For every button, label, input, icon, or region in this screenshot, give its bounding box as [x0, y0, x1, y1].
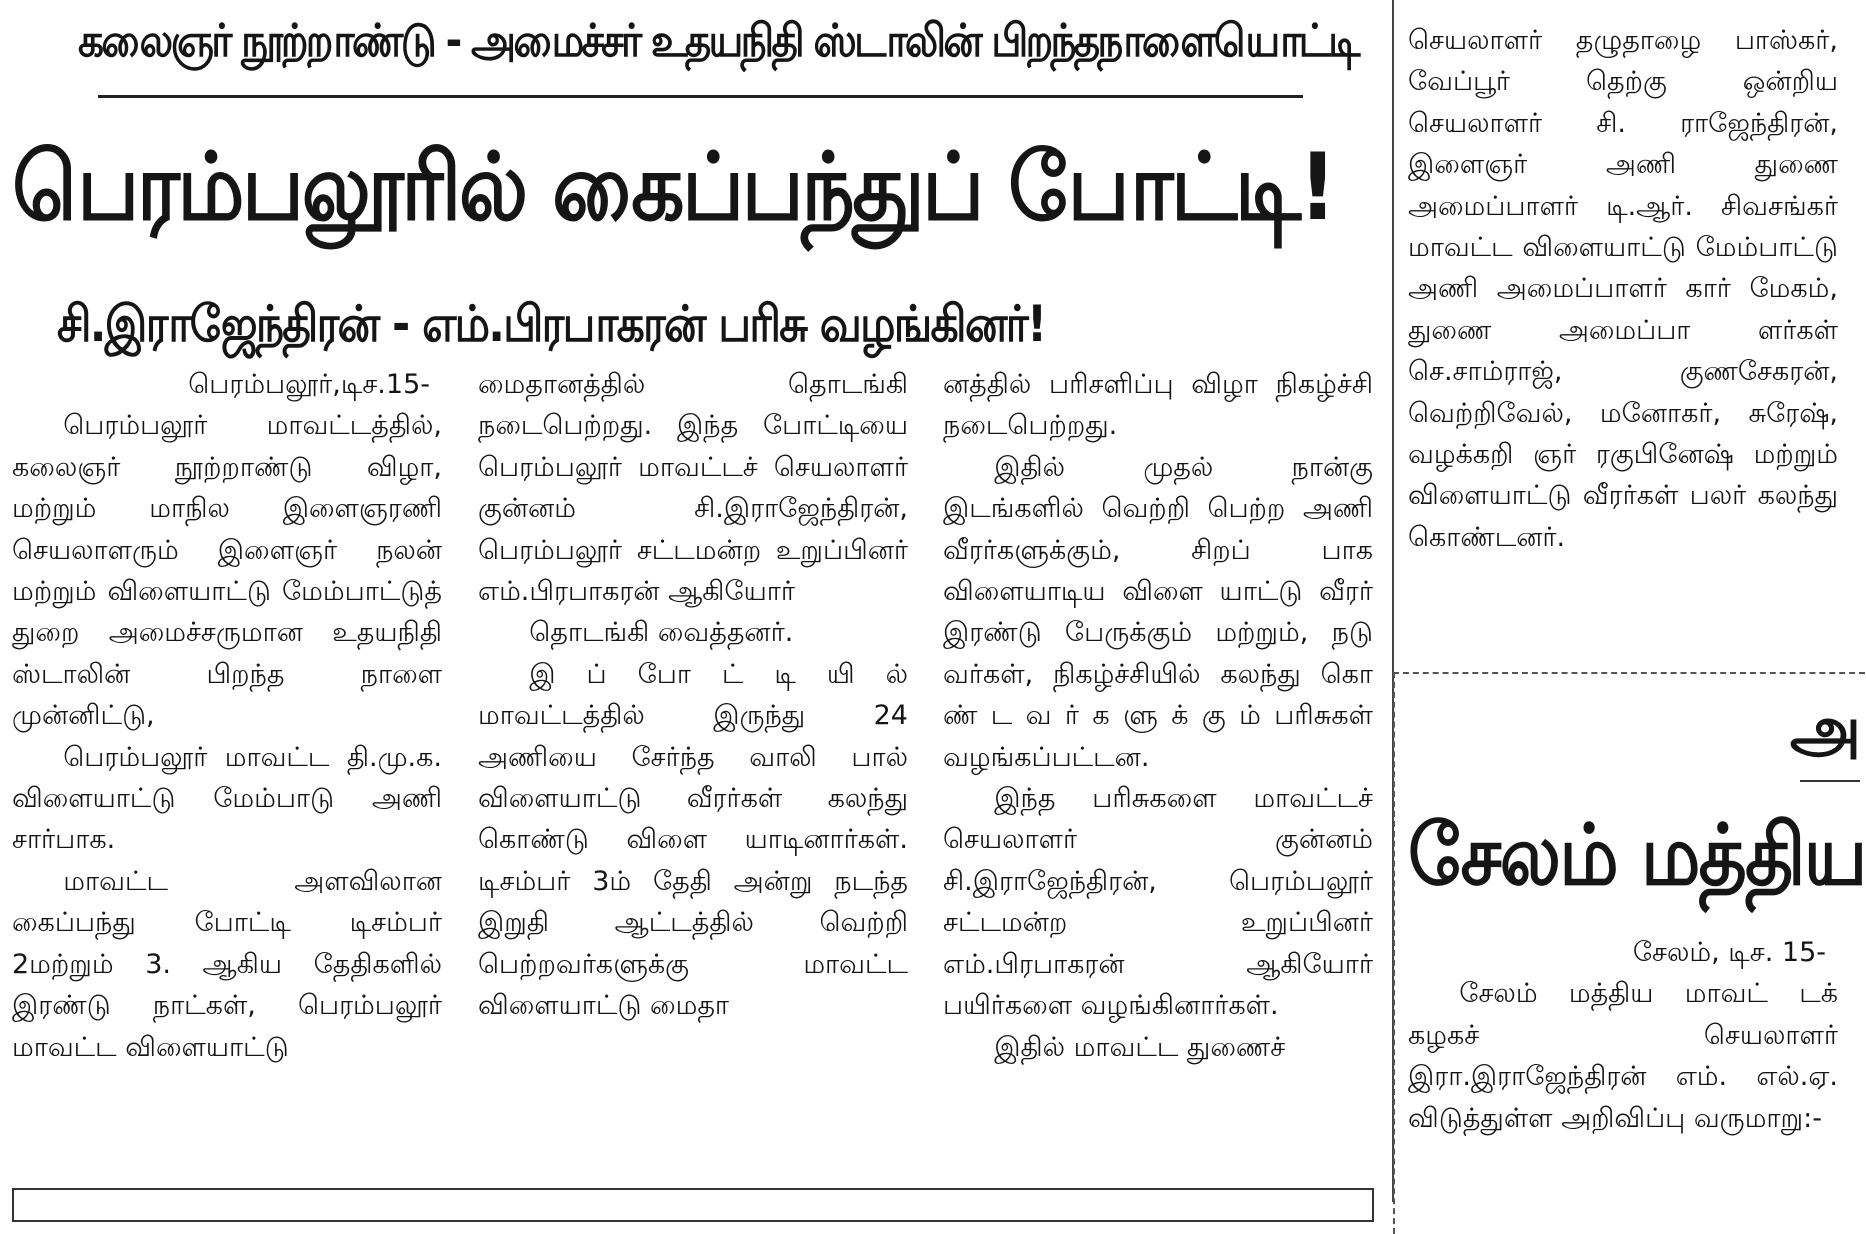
article-column-1: [12, 364, 442, 1068]
article-column-2: [478, 364, 908, 1027]
article-paragraph: இதில் முதல் நான்கு இடங்களில் வெற்றி பெற்ற அணி வீரர்களுக்கும், சிறப் பாக விளையாடிய விளை யாட்டு வீரர் இரண்டு பேருக்கும் மற்றும், நடு வர்கள், நிகழ்ச்சியில் கலந்து கொ ண் ட வ ர் க ளு க் கு ம் பரிசுகள் வழங்கப்பட்டன.: [943, 451, 1373, 773]
article-paragraph: மாவட்ட அளவிலான கைப்பந்து போட்டி டிசம்பர் 2மற்றும் 3. ஆகிய தேதிகளில் இரண்டு நாட்கள், பெரம்பலூர் மாவட்ட விளையாட்டு: [12, 865, 442, 1063]
kicker-rule: [98, 95, 1303, 98]
article-paragraph: இ ப் போ ட் டி யி ல் மாவட்டத்தில் இருந்து 24 அணியை சேர்ந்த வாலி பால் விளையாட்டு வீரர்கள் கலந்து கொண்டு விளை யாடினார்கள். டிசம்பர் 3ம் தேதி அன்று நடந்த இறுதி ஆட்டத்தில் வெற்றி பெற்றவர்களுக்கு மாவட்ட விளையாட்டு மைதா: [478, 658, 908, 1022]
article-paragraph: இந்த பரிசுகளை மாவட்டச் செயலாளர் குன்னம் சி.இராஜேந்திரன், பெரம்பலூர் சட்டமன்ற உறுப்பினர் எம்.பிரபாகரன் ஆகியோர் பயிர்களை வழங்கினார்கள்.: [943, 783, 1373, 1022]
article-column-3: [943, 364, 1373, 1068]
second-article-headline: சேலம் மத்திய: [1408, 806, 1866, 904]
article-column-4: [1408, 20, 1838, 558]
second-article-paragraph: சேலம் மத்திய மாவட் டக் கழகச் செயலாளர் இரா.இராஜேந்திரன் எம். எல்.ஏ. விடுத்துள்ள அறிவிப்பு வருமாறு:-: [1408, 978, 1838, 1134]
article-kicker: கலைஞர் நூற்றாண்டு - அமைச்சர் உதயநிதி ஸ்டாலின் பிறந்தநாளையொட்டி: [78, 14, 1358, 67]
second-article-partial-heading: அ: [1790, 693, 1862, 767]
article-paragraph: னத்தில் பரிசளிப்பு விழா நிகழ்ச்சி நடைபெற்றது.: [943, 369, 1373, 442]
article-paragraph: செயலாளர் தழுதாழை பாஸ்கர், வேப்பூர் தெற்கு ஒன்றிய செயலாளர் சி. ராஜேந்திரன், இளைஞர் அணி துணை அமைப்பாளர் டி.ஆர். சிவசங்கர் மாவட்ட விளையாட்டு மேம்பாட்டு அணி அமைப்பாளர் கார் மேகம், துணை அமைப்பா ளர்கள் செ.சாம்ராஜ், குணசேகரன், வெற்றிவேல், மனோகர், சுரேஷ், வழக்கறி ஞர் ரகுபினேஷ் மற்றும் விளையாட்டு வீரர்கள் பலர் கலந்து கொண்டனர்.: [1408, 25, 1838, 553]
bottom-box: [12, 1188, 1374, 1222]
second-article-dateline: சேலம், டிச. 15-: [1632, 937, 1826, 968]
article-headline: பெரம்பலூரில் கைப்பந்துப் போட்டி!: [12, 133, 1335, 241]
article-paragraph: இதில் மாவட்ட துணைச்: [994, 1031, 1286, 1063]
second-article-rule: [1800, 780, 1860, 782]
article-subhead: சி.இராஜேந்திரன் - எம்.பிரபாகரன் பரிசு வழங்கினர்!: [57, 295, 1046, 353]
article-dateline: பெரம்பலூர்,டிச.15-: [188, 369, 430, 400]
article-paragraph: பெரம்பலூர் மாவட்ட தி.மு.க. விளையாட்டு மேம்பாடு அணி சார்பாக.: [12, 741, 442, 856]
article-paragraph: தொடங்கி வைத்தனர்.: [529, 617, 794, 649]
article-paragraph: மைதானத்தில் தொடங்கி நடைபெற்றது. இந்த போட்டியை பெரம்பலூர் மாவட்டச் செயலாளர் குன்னம் சி.இராஜேந்திரன், பெரம்பலூர் சட்டமன்ற உறுப்பினர் எம்.பிரபாகரன் ஆகியோர்: [478, 369, 908, 608]
article-paragraph: பெரம்பலூர் மாவட்டத்தில், கலைஞர் நூற்றாண்டு விழா, மற்றும் மாநில இளைஞரணி செயலாளரும் இளைஞர் நலன் மற்றும் விளையாட்டு மேம்பாட்டுத் துறை அமைச்சருமான உதயநிதி ஸ்டாலின் பிறந்த நாளை முன்னிட்டு,: [12, 410, 442, 732]
second-article-column: [1408, 932, 1838, 1139]
